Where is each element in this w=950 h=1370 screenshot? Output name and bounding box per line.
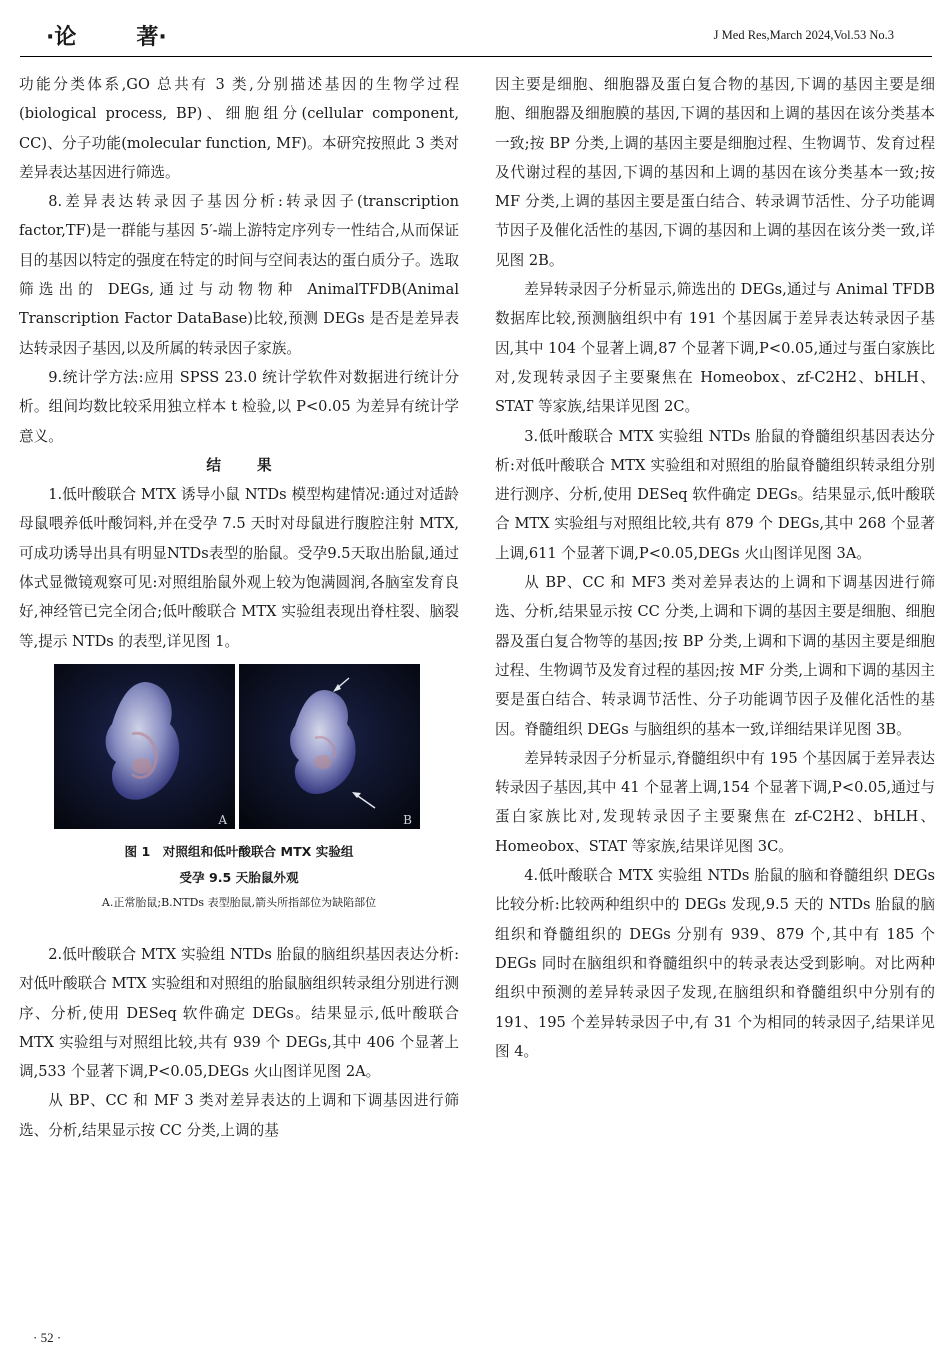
section-label	[46, 20, 167, 51]
paragraph-spinal-expression: 3.低叶酸联合 MTX 实验组 NTDs 胎鼠的脊髓组织基因表达分析:对低叶酸联合 MTX 实验组和对照组的胎鼠脊髓组织转录组分别进行测序、分析,使用 DESeq 软件确定 DEGs。结果显示,低叶酸联合 MTX 实验组与对照组比较,共有 879 个 DEGs,其中 268 个显著上调,611 个显著下调,P<0.05,DEGs 火山图详见图 3A。	[495, 427, 935, 562]
figure-1-caption-line-1: 图 1 对照组和低叶酸联合 MTX 实验组	[124, 843, 354, 859]
left-column	[19, 70, 459, 1145]
figure-1-panel-b	[239, 664, 420, 829]
panel-a-label: A	[218, 812, 227, 827]
paragraph-brain-go: 从 BP、CC 和 MF 3 类对差异表达的上调和下调基因进行筛选、分析,结果显示按 CC 分类,上调的基	[19, 1092, 459, 1139]
normal-embryo-image	[54, 664, 235, 829]
paragraph-brain-expression: 2.低叶酸联合 MTX 实验组 NTDs 胎鼠的脑组织基因表达分析:对低叶酸联合 MTX 实验组和对照组的胎鼠脑组织转录组分别进行测序、分析,使用 DESeq 软件确定 DEGs。结果显示,低叶酸联合 MTX 实验组与对照组比较,共有 939 个 DEGs,其中 406 个显著上调,533 个显著下调,P<0.05,DEGs 火山图详见图 2A。	[19, 945, 459, 1081]
paragraph-tf-analysis: 8.差异表达转录因子基因分析:转录因子(transcription factor,TF)是一群能与基因 5′-端上游特定序列专一性结合,从而保证目的基因以特定的强度在特定的时间与空间表达的蛋白质分子。选取筛选出的 DEGs,通过与动物物种 AnimalTFDB(Animal Transcription Factor DataBase)比较,预测 DEGs 是否是差异表达转录因子基因,以及所属的转录因子家族。	[19, 193, 459, 357]
figure-1	[19, 660, 459, 940]
right-column	[495, 70, 935, 1066]
paragraph-brain-tf: 差异转录因子分析显示,筛选出的 DEGs,通过与 Animal TFDB 数据库比较,预测脑组织中有 191 个基因属于差异表达转录因子基因,其中 104 个显著上调,87 个显著下调,P<0.05,通过与蛋白家族比对,发现转录因子主要聚焦在 Homeobox、zf-C2H2、bHLH、STAT 等家族,结果详见图 2C。	[495, 281, 935, 416]
journal-citation: J Med Res,March 2024,Vol.53 No.3	[713, 28, 894, 42]
paragraph-model-construction: 1.低叶酸联合 MTX 诱导小鼠 NTDs 模型构建情况:通过对适龄母鼠喂养低叶酸饲料,并在受孕 7.5 天时对母鼠进行腹腔注射 MTX,可成功诱导出具有明显NTDs表型的胎鼠。受孕9.5天取出胎鼠,通过体式显微镜观察可见:对照组胎鼠外观上较为饱满圆润,各脑室发育良好,神经管已完全闭合;低叶酸联合 MTX 实验组表现出脊柱裂、脑裂等,提示 NTDs 的表型,详见图 1。	[19, 486, 459, 650]
figure-1-panel-a	[54, 664, 235, 829]
results-heading-char-1: 结	[206, 456, 221, 474]
section-label-right: 著·	[136, 25, 167, 50]
paragraph-comparison: 4.低叶酸联合 MTX 实验组 NTDs 胎鼠的脑和脊髓组织 DEGs 比较分析:比较两种组织中的 DEGs 发现,9.5 天的 NTDs 胎鼠的脑组织和脊髓组织的 DEGs 分别有 939、879 个,其中有 185 个 DEGs 同时在脑组织和脊髓组织中的转录表达受到影响。对比两种组织中预测的差异转录因子发现,在脑组织和脊髓组织中分别有的 191、195 个差异转录因子中,有 31 个为相同的转录因子,结果详见图 4。	[495, 867, 935, 1060]
paragraph-spinal-tf: 差异转录因子分析显示,脊髓组织中有 195 个基因属于差异表达转录因子基因,其中 41 个显著上调,154 个显著下调,P<0.05,通过与蛋白家族比对,发现转录因子主要聚焦在 zf-C2H2、bHLH、Homeobox、STAT 等家族,结果详见图 3C。	[495, 749, 935, 855]
figure-1-caption-line-2: 受孕 9.5 天胎鼠外观	[179, 869, 299, 885]
page-number: · 52 ·	[33, 1330, 62, 1345]
panel-b-label: B	[403, 812, 412, 827]
running-header	[20, 14, 932, 57]
paragraph-brain-go-continued: 因主要是细胞、细胞器及蛋白复合物的基因,下调的基因主要是细胞、细胞器及细胞膜的基因,下调的基因和上调的基因在该分类基本一致;按 BP 分类,上调的基因主要是细胞过程、生物调节、发育过程及代谢过程的基因,下调的基因和上调的基因在该分类基本一致;按 MF 分类,上调的基因主要是蛋白结合、转录调节活性、分子功能调节因子及催化活性的基因,下调的基因和上调的基因在该分类一致,详见图 2B。	[495, 76, 935, 269]
ntds-embryo-image	[239, 664, 420, 829]
results-heading-char-2: 果	[257, 456, 272, 474]
figure-1-legend: A.正常胎鼠;B.NTDs 表型胎鼠,箭头所指部位为缺陷部位	[101, 895, 377, 909]
section-label-left: ·论	[46, 25, 77, 50]
paragraph-go-classification: 功能分类体系,GO 总共有 3 类,分别描述基因的生物学过程(biological process, BP)、细胞组分(cellular component, CC)、分子功能(molecular function, MF)。本研究按照此 3 类对差异表达基因进行筛选。	[19, 76, 459, 181]
paragraph-spinal-go: 从 BP、CC 和 MF3 类对差异表达的上调和下调基因进行筛选、分析,结果显示按 CC 分类,上调和下调的基因主要是细胞、细胞器及蛋白复合物等的基因;按 BP 分类,上调和下调的基因主要是细胞过程、生物调节及发育过程的基因;按 MF 分类,上调和下调的基因主要是蛋白结合、转录调节活性、分子功能调节因子及催化活性的基因。脊髓组织 DEGs 与脑组织的基本一致,详细结果详见图 3B。	[495, 574, 935, 738]
paragraph-statistics: 9.统计学方法:应用 SPSS 23.0 统计学软件对数据进行统计分析。组间均数比较采用独立样本 t 检验,以 P<0.05 为差异有统计学意义。	[19, 368, 459, 445]
results-heading	[19, 451, 459, 480]
